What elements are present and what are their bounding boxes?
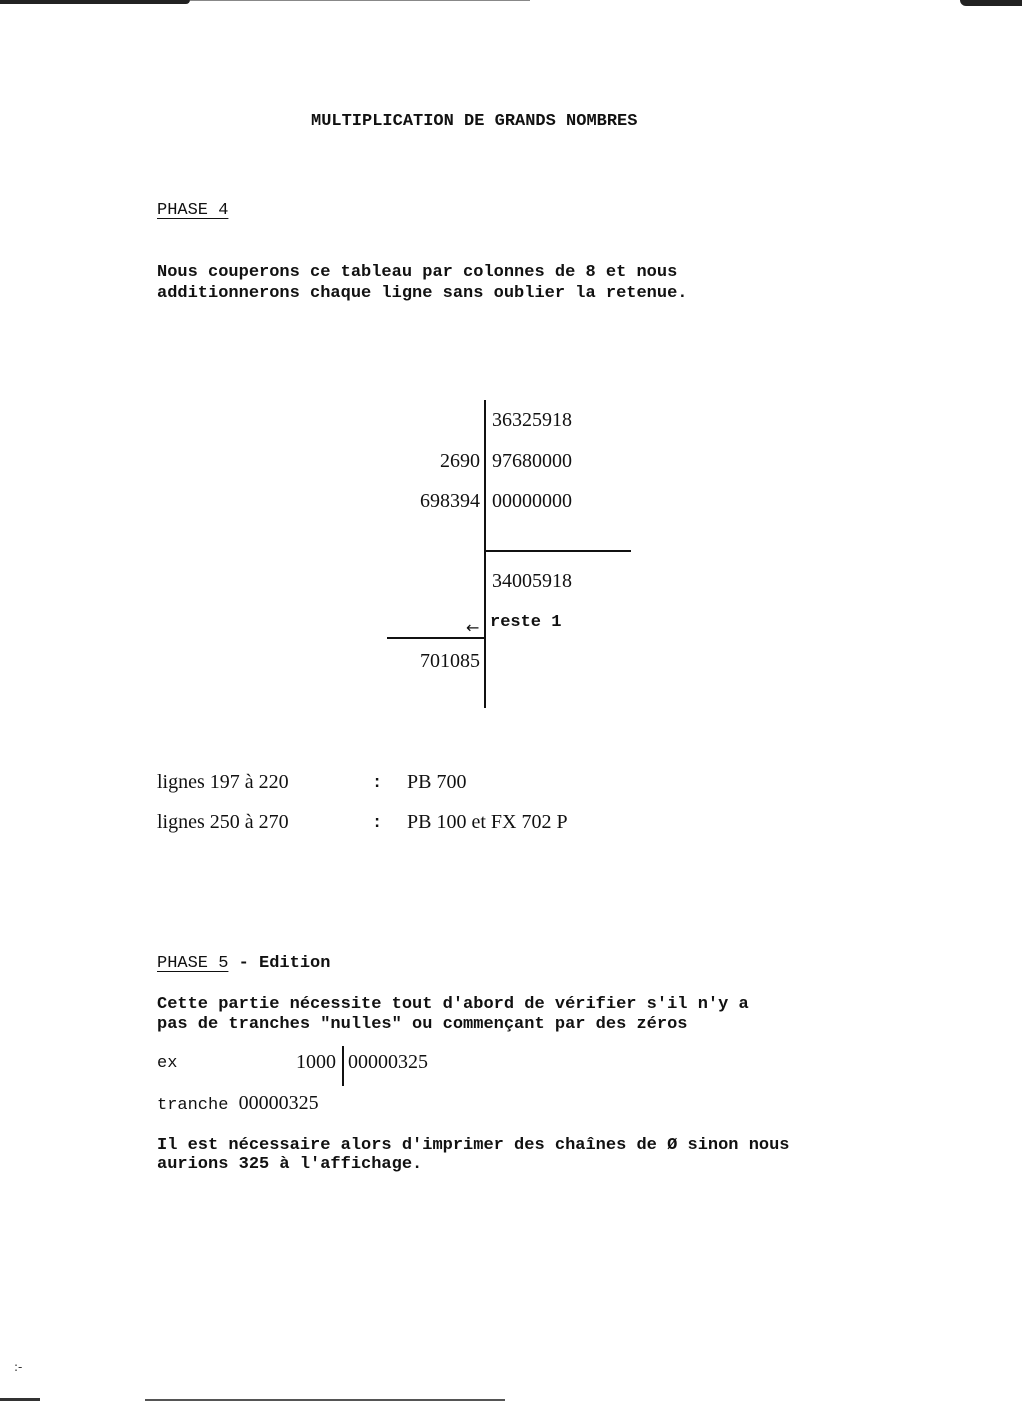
table-right-value: 00000000 bbox=[492, 490, 572, 512]
lines-info-label: lignes 197 à 220 bbox=[157, 771, 289, 793]
phase5-note-line1: Il est nécessaire alors d'imprimer des chaînes de Ø sinon nous bbox=[157, 1136, 790, 1155]
example-label: ex bbox=[157, 1054, 178, 1073]
example-right-value: 00000325 bbox=[348, 1051, 428, 1073]
phase4-text-line2: additionnerons chaque ligne sans oublier la retenue. bbox=[157, 284, 688, 303]
scan-edge-mark bbox=[145, 1399, 505, 1401]
table-right-value: 36325918 bbox=[492, 409, 572, 431]
phase5-heading: PHASE 5 bbox=[157, 954, 229, 973]
tranche-value: 00000325 bbox=[238, 1092, 319, 1114]
lines-info-value: PB 700 bbox=[407, 771, 467, 793]
example-vertical-rule bbox=[342, 1046, 344, 1086]
scan-edge-mark bbox=[0, 1398, 40, 1401]
table-vertical-rule bbox=[484, 400, 486, 708]
phase5-heading-line bbox=[157, 954, 330, 973]
table-left-total: 701085 bbox=[420, 650, 480, 672]
table-sum-value: 34005918 bbox=[492, 570, 572, 592]
scan-edge-mark bbox=[190, 0, 530, 1]
table-left-total-rule bbox=[387, 637, 485, 639]
phase5-heading-suffix: - Edition bbox=[228, 954, 331, 973]
carry-arrow-icon: ← bbox=[466, 618, 480, 637]
lines-info-label: lignes 250 à 270 bbox=[157, 811, 289, 833]
lines-info-separator: : bbox=[372, 814, 383, 833]
table-sum-rule bbox=[486, 550, 631, 552]
phase5-note-line2: aurions 325 à l'affichage. bbox=[157, 1155, 423, 1174]
tranche-line bbox=[157, 1092, 319, 1115]
table-right-value: 97680000 bbox=[492, 450, 572, 472]
page-title: MULTIPLICATION DE GRANDS NOMBRES bbox=[311, 112, 638, 131]
margin-marks: :- bbox=[14, 1360, 23, 1374]
scan-edge-mark bbox=[960, 0, 1022, 6]
tranche-label: tranche bbox=[157, 1096, 229, 1115]
phase4-heading: PHASE 4 bbox=[157, 201, 229, 220]
lines-info-separator: : bbox=[372, 774, 383, 793]
phase5-text-line2: pas de tranches "nulles" ou commençant par des zéros bbox=[157, 1015, 688, 1034]
example-left-value: 1000 bbox=[296, 1051, 336, 1073]
table-remainder: reste 1 bbox=[490, 613, 562, 632]
table-left-value: 2690 bbox=[440, 450, 480, 472]
scan-edge-mark bbox=[0, 0, 190, 4]
phase4-text-line1: Nous couperons ce tableau par colonnes de 8 et nous bbox=[157, 263, 678, 282]
phase5-text-line1: Cette partie nécessite tout d'abord de vérifier s'il n'y a bbox=[157, 995, 749, 1014]
lines-info-value: PB 100 et FX 702 P bbox=[407, 811, 568, 833]
table-left-value: 698394 bbox=[420, 490, 480, 512]
